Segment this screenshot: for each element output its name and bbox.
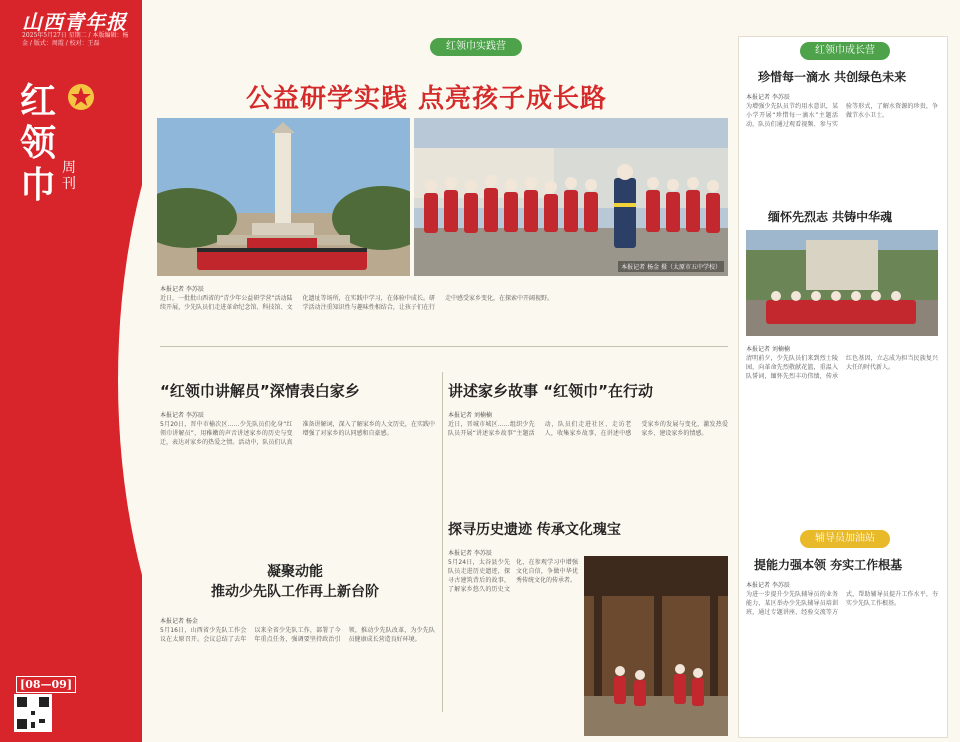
right-2-byline: 本报记者 刘楠楠: [746, 346, 790, 353]
photo-students-firefighter: [414, 118, 728, 276]
right-3-title: 提能力强本领 夯实工作根基: [754, 558, 903, 572]
right-3-text: 为进一步提升少先队辅导员的业务能力，某区举办少先队辅导员培训班，通过专题讲座、经验交流等方式，帮助辅导员提升工作水平，夯实少先队工作根基。: [746, 591, 938, 616]
photo-monument: [157, 118, 410, 276]
practice-tag: 红领巾实践营: [430, 38, 522, 56]
page-number: [08—09]: [16, 676, 76, 693]
lead-byline: 本报记者 李苏辰: [160, 286, 204, 293]
qr-code-icon: [14, 694, 52, 732]
photo-memorial: [746, 230, 938, 336]
masthead-info: 2025年5月27日 星期二 / 本版编辑：杨金 / 版式：周霞 / 校对：王磊: [22, 32, 129, 47]
divider: [160, 346, 728, 347]
lead-text: 近日，一批批山西省的“青少年公益研学营”活动陆续开展，少先队员们走进革命纪念馆、科技馆、文化遗址等场所，在实践中学习，在体验中成长。研学活动注重知识性与趣味性相结合，让孩子们在行走中感受家乡变化，在探索中开阔视野。: [160, 295, 554, 311]
counselor-tag: 辅导员加油站: [800, 530, 890, 548]
article-3-title: 凝聚动能 推动少先队工作再上新台阶: [211, 564, 379, 600]
article-1-text: 5月20日，晋中市榆次区……少先队员们化身“红领巾讲解员”，用稚嫩的声音讲述家乡的历史与变迁，表达对家乡的热爱之情。活动中，队员们认真准备讲解词，深入了解家乡的人文历史，在实践中增强了对家乡的认同感和自豪感。: [160, 421, 435, 446]
article-2-byline: 本报记者 刘楠楠: [448, 412, 492, 419]
divider: [442, 372, 443, 712]
right-1-title: 珍惜每一滴水 共创绿色未来: [758, 70, 907, 84]
sidebar-title: 红领巾: [20, 80, 57, 206]
sidebar-weekly: 周刊: [62, 160, 76, 192]
article-4-text: 5月24日，太谷县少先队员走进历史遗迹，探寻古建筑背后的故事，了解家乡悠久的历史文化，在参观学习中增强文化自信，争做中华优秀传统文化的传承者。: [448, 559, 578, 593]
right-2-text: 清明前夕，少先队员们来到烈士陵园，向革命先烈敬献花篮，重温入队誓词，缅怀先烈丰功伟绩，传承红色基因，立志成为担当民族复兴大任的时代新人。: [746, 355, 938, 380]
growth-tag: 红领巾成长营: [800, 42, 890, 60]
photo-caption: 本报记者 杨金 摄（太原市五中学校）: [618, 261, 724, 272]
article-1-title: “红领巾讲解员”深情表白家乡: [160, 382, 360, 400]
right-1-text: 为增强少先队员节约用水意识，某小学开展“珍惜每一滴水”主题活动，队员们通过观看视频、参与实验等形式，了解水资源的珍贵，争做节水小卫士。: [746, 103, 938, 128]
article-1-byline: 本报记者 李苏辰: [160, 412, 204, 419]
article-2-title: 讲述家乡故事 “红领巾”在行动: [448, 382, 653, 400]
star-emblem-icon: [66, 82, 96, 112]
right-2-title: 缅怀先烈志 共铸中华魂: [768, 210, 893, 224]
sidebar: [0, 0, 142, 742]
article-3-byline: 本报记者 杨金: [160, 618, 198, 625]
right-3-byline: 本报记者 李苏辰: [746, 582, 790, 589]
article-2-text: 近日，晋城市城区……组织少先队员开展“讲述家乡故事”主题活动，队员们走进社区、走访老人，收集家乡故事，在讲述中感受家乡的发展与变化，激发热爱家乡、建设家乡的情感。: [448, 421, 728, 437]
article-4-byline: 本报记者 李苏辰: [448, 550, 492, 557]
article-4-title: 探寻历史遗迹 传承文化瑰宝: [448, 522, 621, 538]
sidebar-curve: [118, 0, 142, 742]
article-3-text: 5月16日，山西省少先队工作会议在太原召开。会议总结了去年以来全省少先队工作，部署了今年重点任务，强调要坚持政治引领，推动少先队改革，为少先队员健康成长营造良好环境。: [160, 627, 435, 643]
main-title: 公益研学实践 点亮孩子成长路: [246, 84, 608, 114]
masthead: 山西青年报: [22, 10, 127, 34]
photo-historic-building: [584, 556, 728, 736]
right-1-byline: 本报记者 李苏辰: [746, 94, 790, 101]
